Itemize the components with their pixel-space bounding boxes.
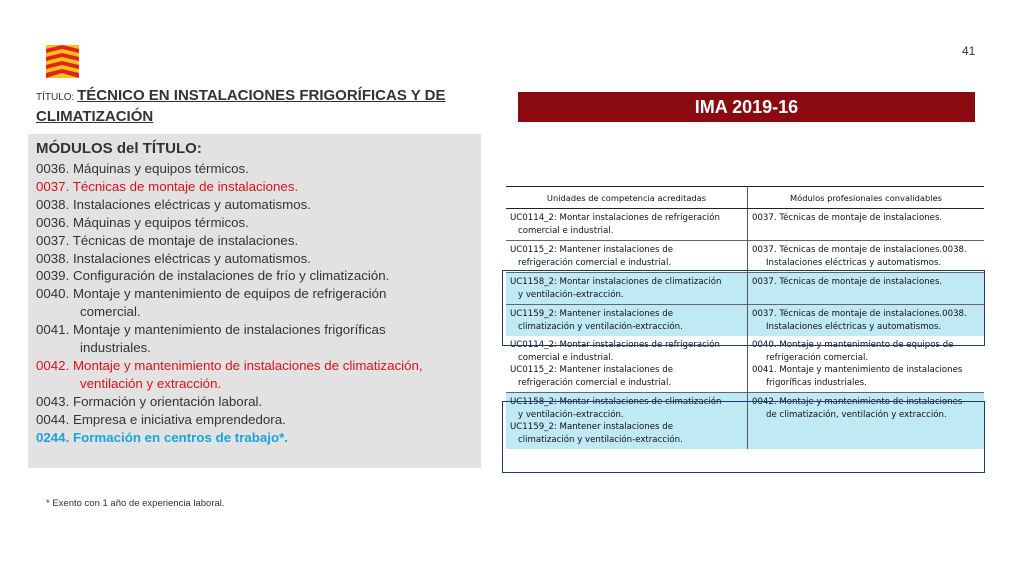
competencia-line: UC0115_2: Mantener instalaciones de bbox=[510, 365, 673, 375]
competencia-line: y ventilación-extracción. bbox=[518, 289, 624, 300]
module-item-text: 0038. Instalaciones eléctricas y automatismos. bbox=[36, 196, 311, 212]
modulo-line: 0037. Técnicas de montaje de instalaciones.0038. bbox=[752, 309, 967, 319]
modulo-line: Instalaciones eléctricas y automatismos. bbox=[766, 321, 942, 332]
modulo-line: 0037. Técnicas de montaje de instalaciones. bbox=[752, 277, 943, 287]
competencia-line: UC0114_2: Montar instalaciones de refrigeración bbox=[510, 340, 720, 350]
modulo-line: de climatización, ventilación y extracción. bbox=[766, 409, 947, 420]
modulo-line: 0042. Montaje y mantenimiento de instalaciones bbox=[752, 397, 963, 407]
module-item bbox=[36, 178, 481, 196]
module-item bbox=[36, 411, 481, 429]
module-item-text: 0037. Técnicas de montaje de instalaciones. bbox=[36, 232, 299, 248]
competencia-line: y ventilación-extracción. bbox=[518, 409, 624, 420]
module-item-text: 0043. Formación y orientación laboral. bbox=[36, 393, 263, 409]
footnote: * Exento con 1 año de experiencia laboral. bbox=[46, 498, 225, 509]
competencia-line: UC1158_2: Montar instalaciones de climatización bbox=[510, 277, 722, 287]
module-item-text: 0044. Empresa e iniciativa emprendedora. bbox=[36, 411, 286, 427]
module-item-continuation: comercial. bbox=[80, 304, 141, 320]
competencia-line: refrigeración comercial e industrial. bbox=[518, 257, 672, 268]
module-item bbox=[36, 357, 481, 393]
module-item bbox=[36, 321, 481, 357]
table-row bbox=[506, 209, 984, 241]
module-item-text: 0036. Máquinas y equipos térmicos. bbox=[36, 214, 249, 230]
module-item-text: 0244. Formación en centros de trabajo*. bbox=[36, 429, 288, 445]
competencia-cell bbox=[506, 241, 748, 273]
module-item bbox=[36, 429, 481, 447]
modules-list bbox=[36, 160, 481, 447]
competencia-line: comercial e industrial. bbox=[518, 225, 614, 236]
aragon-flag-logo bbox=[46, 45, 79, 78]
module-item-text: 0036. Máquinas y equipos térmicos. bbox=[36, 161, 249, 176]
modulo-line: Instalaciones eléctricas y automatismos. bbox=[766, 257, 942, 268]
competencia-line: comercial e industrial. bbox=[518, 352, 614, 363]
code-banner: IMA 2019-16 bbox=[518, 92, 975, 122]
page-title: TÉCNICO EN INSTALACIONES FRIGORÍFICAS Y DE CLIMATIZACIÓN bbox=[36, 87, 446, 125]
highlight-box-2 bbox=[502, 401, 985, 473]
competencia-line: climatización y ventilación-extracción. bbox=[518, 434, 683, 445]
competencia-line: UC0115_2: Mantener instalaciones de bbox=[510, 245, 673, 255]
module-item-text: 0041. Montaje y mantenimiento de instalaciones frigoríficas bbox=[36, 322, 386, 338]
modules-heading: MÓDULOS del TÍTULO: bbox=[36, 140, 202, 157]
highlight-box-1 bbox=[502, 270, 985, 346]
modulo-cell bbox=[748, 209, 985, 241]
module-item-text: 0039. Configuración de instalaciones de frío y climatización. bbox=[36, 268, 390, 284]
module-item-continuation: ventilación y extracción. bbox=[80, 375, 222, 391]
module-item-text: 0037. Técnicas de montaje de instalaciones. bbox=[36, 178, 299, 194]
module-item bbox=[36, 250, 481, 268]
modulo-line: 0037. Técnicas de montaje de instalaciones. bbox=[752, 213, 943, 223]
modulo-line: 0040. Montaje y mantenimiento de equipos de bbox=[752, 340, 954, 350]
title-prefix: TÍTULO: bbox=[36, 92, 78, 103]
module-item bbox=[36, 393, 481, 411]
competencia-line: climatización y ventilación-extracción. bbox=[518, 321, 683, 332]
module-item bbox=[36, 160, 481, 178]
modulo-line: 0041. Montaje y mantenimiento de instalaciones bbox=[752, 365, 963, 375]
modulo-cell bbox=[748, 241, 985, 273]
modulo-line: refrigeración comercial. bbox=[766, 352, 869, 363]
module-item-text: 0042. Montaje y mantenimiento de instalaciones de climatización, bbox=[36, 357, 423, 373]
module-item bbox=[36, 196, 481, 214]
competencia-line: refrigeración comercial e industrial. bbox=[518, 377, 672, 388]
competencia-line: UC0114_2: Montar instalaciones de refrigeración bbox=[510, 213, 720, 223]
module-item-text: 0038. Instalaciones eléctricas y automatismos. bbox=[36, 250, 311, 266]
competencia-line: UC1159_2: Mantener instalaciones de bbox=[510, 422, 673, 432]
competencia-line: UC1158_2: Montar instalaciones de climatización bbox=[510, 397, 722, 407]
module-item bbox=[36, 214, 481, 232]
module-item-text: 0040. Montaje y mantenimiento de equipos de refrigeración bbox=[36, 286, 387, 302]
modulo-line: 0037. Técnicas de montaje de instalaciones.0038. bbox=[752, 245, 967, 255]
module-item bbox=[36, 232, 481, 250]
modules-panel bbox=[28, 134, 481, 468]
page-number: 41 bbox=[962, 44, 976, 58]
table-row bbox=[506, 241, 984, 273]
competencia-line: UC1159_2: Mantener instalaciones de bbox=[510, 309, 673, 319]
modulo-line: frigoríficas industriales. bbox=[766, 377, 867, 388]
title-block bbox=[36, 86, 486, 126]
module-item-continuation: industriales. bbox=[80, 340, 151, 356]
competencia-cell bbox=[506, 209, 748, 241]
module-item bbox=[36, 285, 481, 321]
header-modulos: Módulos profesionales convalidables bbox=[748, 187, 985, 209]
header-competencias: Unidades de competencia acreditadas bbox=[506, 187, 748, 209]
table-header-row bbox=[506, 187, 984, 209]
module-item bbox=[36, 267, 481, 285]
